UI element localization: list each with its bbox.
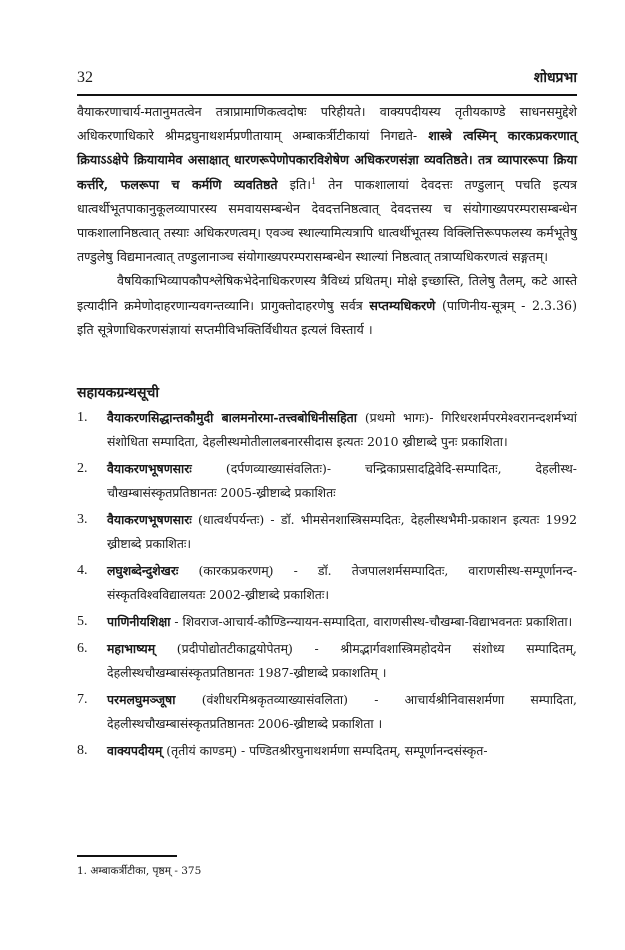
item-number: 8. — [77, 743, 88, 759]
item-title: लघुशब्देन्दुशेखरः — [107, 563, 179, 579]
bibliography-item — [77, 688, 577, 736]
item-details: (दर्पणव्याख्यासंवलितः)- चन्द्रिकाप्रसादद्विवेदि-सम्पादितः, देहलीस्थ-चौखम्बासंस्कृतप्रतिष्ठानतः 2005-ख्रीष्टाब्दे प्रकाशितः — [107, 461, 577, 501]
p1-intro: वैयाकरणाचार्य-मतानुमतत्वेन तत्राप्रामाणिकत्वदोषः परिहीयते। वाक्यपदीयस्य तृतीयकाण्डे साधनसमुद्देशे अधिकरणाधिकारे श्रीमद्रघुनाथशर्मप्रणीतायाम् अम्बाकर्त्रीटीकायां निगद्यते- — [77, 104, 577, 144]
bibliography-item — [77, 739, 577, 763]
footnote-rule — [77, 855, 177, 857]
item-number: 5. — [77, 614, 88, 630]
footnote-reference[interactable]: 1 — [311, 176, 317, 186]
footnote: 1. अम्बाकर्त्रीटीका, पृष्ठम् - 375 — [77, 865, 202, 877]
item-title: पाणिनीयशिक्षा — [107, 614, 171, 630]
item-title: वैयाकरणसिद्धान्तकौमुदी बालमनोरमा-तत्त्वबोधिनीसहिता — [107, 410, 357, 426]
item-details: - शिवराज-आचार्य-कौण्डिन्न्यायन-सम्पादिता, वाराणसीस्थ-चौखम्बा-विद्याभवनतः प्रकाशिता। — [170, 614, 573, 630]
page — [77, 68, 577, 766]
item-title: वैयाकरणभूषणसारः — [107, 461, 192, 477]
item-number: 3. — [77, 512, 88, 528]
journal-title: शोधप्रभा — [533, 70, 577, 86]
p2-bold-term: सप्तम्यधिकरणे — [369, 297, 436, 313]
p1-rest: तेन पाकशालायां देवदत्तः तण्डुलान् पचति इत्यत्र धात्वर्थीभूतपाकानुकूलव्यापारस्य समवायसम्बन्धेन देवदत्तनिष्ठत्वात् देवदत्तस्य च संयोगाख्यपरम्परासम्बन्धेन पाकशालानिष्ठत्वात् तस्याः अधिकरणत्वम्। एवञ्च स्थाल्यामित्यत्रापि धात्वर्थीभूतस्य विक्लित्तिरूपफलस्य कर्मभूतेषु तण्डुलेषु विद्यमानत्वात् तण्डुलानाञ्च संयोगाख्यपरम्परासम्बन्धेन स्थाल्यां निष्ठत्वात् तत्राप्यधिकरणत्वं सङ्गतम्। — [77, 176, 578, 265]
p1-bold-quote: शास्त्रे त्वस्मिन् कारकप्रकरणात् क्रियाऽऽक्षेपे क्रियायामेव असाक्षात् धारणरूपेणोपकारविशेषेण अधिकरणसंज्ञा व्यवतिष्ठते। तत्र व्यापाररूपा क्रिया कर्त्तरि, फलरूपा च कर्मणि व्यवतिष्ठते — [77, 128, 577, 192]
bibliography-item — [77, 406, 577, 454]
bibliography-title: सहायकग्रन्थसूची — [77, 385, 159, 402]
p2-part1: वैषयिकाभिव्यापकौपश्लेषिकभेदेनाधिकरणस्य त्रैविध्यं प्रथितम्। मोक्षे इच्छास्ति, तिलेषु तैलम्, कटे आस्ते इत्यादीनि क्रमेणोदाहरणान्यवगन्तव्यानि। प्रागुक्तोदाहरणेषु सर्वत्र — [77, 273, 577, 313]
item-title: महाभाष्यम् — [107, 641, 156, 657]
item-title: वाक्यपदीयम् — [107, 743, 163, 759]
running-header — [77, 68, 577, 92]
item-details: (कारकप्रकरणम्) - डॉ. तेजपालशर्मसम्पादितः, वाराणसीस्थ-सम्पूर्णानन्द-संस्कृतविश्वविद्यालयतः 2002-ख्रीष्टाब्दे प्रकाशितः। — [107, 563, 577, 603]
item-number: 2. — [77, 461, 88, 477]
bibliography-item — [77, 610, 577, 634]
item-details: (प्रदीपोद्योतटीकाद्वयोपेतम्) - श्रीमद्भार्गवशास्त्रिमहोदयेन संशोध्य सम्पादितम्, देहलीस्थचौखम्बासंस्कृतप्रतिष्ठानतः 1987-ख्रीष्टाब्दे प्रकाशतिम् । — [107, 641, 577, 681]
item-title: वैयाकरणभूषणसारः — [107, 512, 192, 528]
item-title: परमलघुमञ्जूषा — [107, 692, 176, 708]
item-details: (वंशीधरमिश्रकृतव्याख्यासंवलिता) - आचार्यश्रीनिवासशर्मणा सम्पादिता, देहलीस्थचौखम्बासंस्कृतप्रतिष्ठानतः 2006-ख्रीष्टाब्दे प्रकाशिता । — [107, 692, 577, 732]
item-number: 1. — [77, 410, 88, 426]
item-number: 4. — [77, 563, 88, 579]
item-details: (धात्वर्थपर्यन्तः) - डॉ. भीमसेनशास्त्रिसम्पदितः, देहलीस्थभैमी-प्रकाशन इत्यतः 1992 ख्रीष्टाब्दे प्रकाशितः। — [107, 512, 577, 552]
header-rule — [77, 94, 577, 96]
item-number: 7. — [77, 692, 88, 708]
bibliography-list — [77, 406, 577, 763]
item-number: 6. — [77, 641, 88, 657]
body-paragraph-1 — [77, 100, 577, 269]
page-number: 32 — [77, 69, 93, 86]
bibliography-item — [77, 508, 577, 556]
p2-part2: (पाणिनीय-सूत्रम् - 2.3.36) इति सूत्रेणाधिकरणसंज्ञायां सप्तमीविभक्तिर्विधीयत इत्यलं विस्तार्य । — [77, 297, 577, 337]
bibliography-item — [77, 457, 577, 505]
item-details: (प्रथमो भागः)- गिरिधरशर्मपरमेश्वरानन्दशर्मभ्यां संशोधिता सम्पादिता, देहलीस्थमोतीलालबनारसीदास इत्यतः 2010 ख्रीष्टाब्दे पुनः प्रकाशिता। — [107, 410, 577, 450]
bibliography-item — [77, 559, 577, 607]
bibliography-item — [77, 637, 577, 685]
p1-after-quote: इति। — [277, 176, 312, 192]
body-paragraph-2 — [77, 269, 577, 342]
item-details: (तृतीयं काण्डम्) - पण्डितश्रीरघुनाथशर्मणा सम्पदितम्, सम्पूर्णानन्दसंस्कृत- — [162, 743, 488, 759]
